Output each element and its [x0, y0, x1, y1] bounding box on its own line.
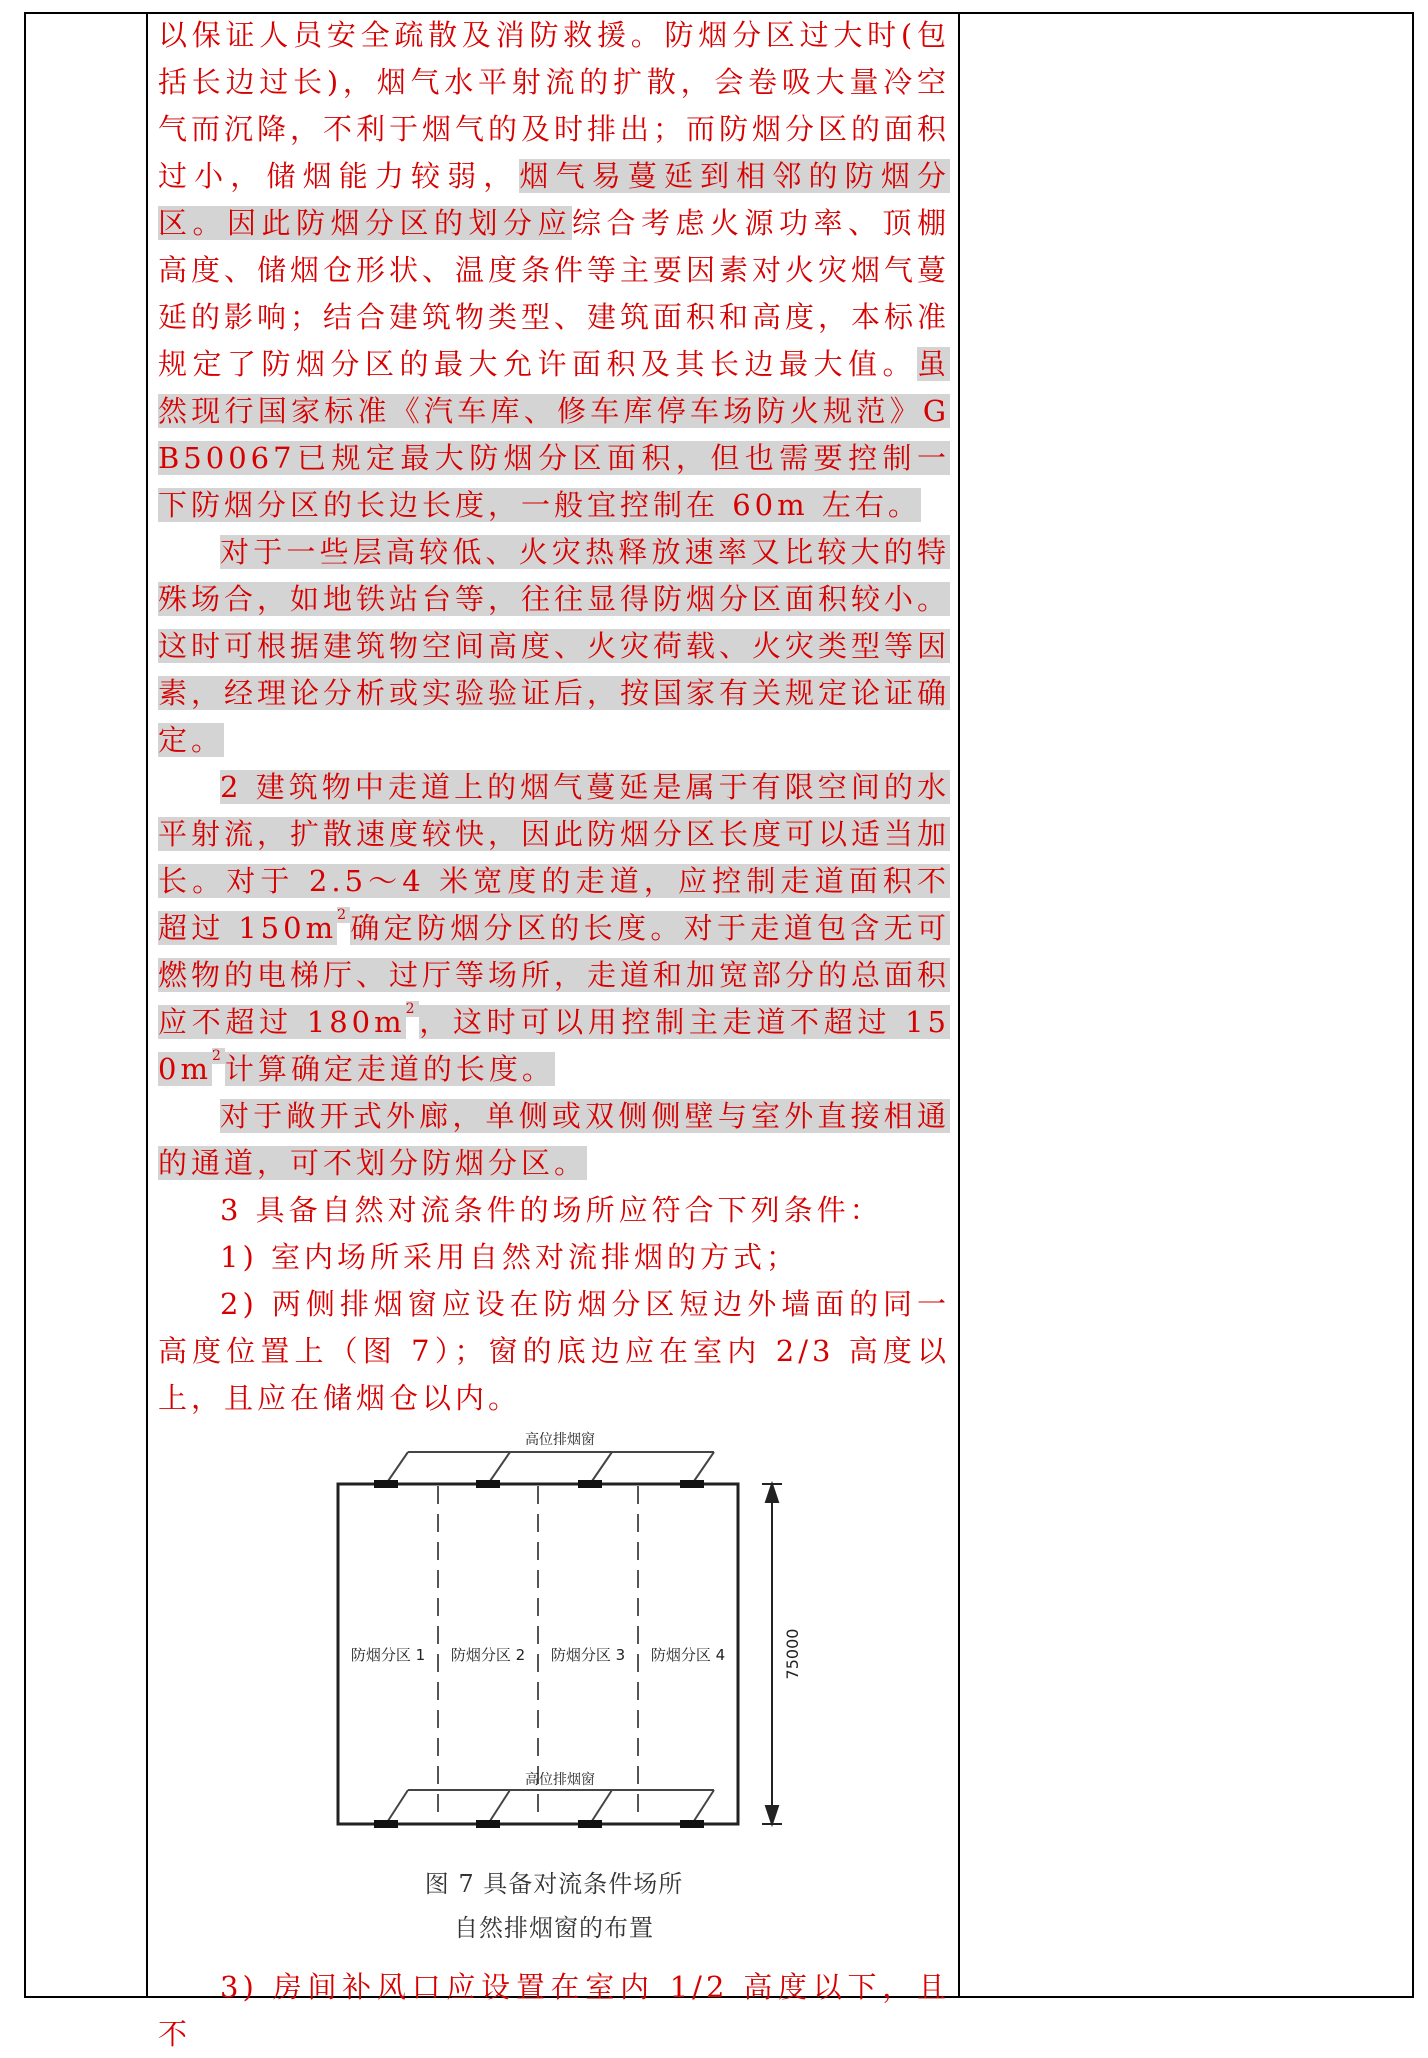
text-span: 以保证人员安全疏散及消防救援。防烟分区过大时(包括长边过长)，烟气水平射流的扩散，会卷吸大量冷空气而沉降，不利于烟气的及时排出；而防烟分区的面积过小，储烟能力较弱， — [158, 18, 951, 193]
highlighted-text: 2 建筑物中走道上的烟气蔓延是属于有限空间的水平射流，扩散速度较快，因此防烟分区长度可以适当加长。对于 2.5～4 米宽度的走道，应控制走道面积不超过 150m — [158, 770, 951, 945]
table-divider-right — [958, 12, 960, 1998]
paragraph-p5 — [158, 1187, 950, 1234]
paragraph-p3 — [158, 764, 950, 1093]
top-window-label: 高位排烟窗 — [525, 1432, 595, 1448]
zone-label-3: 防烟分区 3 — [550, 1646, 626, 1664]
highlighted-text: 确定防烟分区的长度。对于走道包含无可燃物的电梯厅、过厅等场所，走道和加宽部分的总面积应不超过 180m — [158, 911, 951, 1039]
text-span: 1) 室内场所采用自然对流排烟的方式； — [220, 1240, 799, 1274]
paragraph-p1 — [158, 12, 950, 529]
highlighted-text: ，这时可以用控制主走道不超过 150m — [158, 1005, 951, 1086]
paragraph-p6 — [158, 1234, 950, 1281]
superscript: 2 — [211, 1048, 225, 1064]
highlighted-text: 对于一些层高较低、火灾热释放速率又比较大的特殊场合，如地铁站台等，往往显得防烟分区面积较小。这时可根据建筑物空间高度、火灾荷载、火灾类型等因素，经理论分析或实验验证后，按国家有关规定论证确定。 — [158, 535, 951, 757]
text-span: 2) 两侧排烟窗应设在防烟分区短边外墙面的同一高度位置上（图 7）；窗的底边应在室内 2/3 高度以上，且应在储烟仓以内。 — [158, 1287, 950, 1415]
text-span: 综合考虑火源功率、顶棚高度、储烟仓形状、温度条件等主要因素对火灾烟气蔓延的影响；结合建筑物类型、建筑面积和高度，本标准规定了防烟分区的最大允许面积及其长边最大值。 — [158, 206, 951, 381]
zone-label-2: 防烟分区 2 — [450, 1646, 526, 1664]
smoke-zone-diagram — [158, 1422, 950, 1862]
body-text — [158, 12, 950, 1422]
table-divider-left — [146, 12, 148, 1998]
bottom-window-label: 高位排烟窗 — [525, 1772, 595, 1788]
paragraph-last: 3) 房间补风口应设置在室内 1/2 高度以下，且不 — [158, 1970, 950, 2051]
figure-caption-line2: 自然排烟窗的布置 — [454, 1914, 654, 1942]
highlighted-text: 对于敞开式外廊，单侧或双侧侧壁与室外直接相通的通道，可不划分防烟分区。 — [158, 1099, 950, 1180]
figure-7 — [158, 1422, 950, 1862]
text-span: 3 具备自然对流条件的场所应符合下列条件： — [220, 1193, 883, 1227]
figure-caption-line1: 图 7 具备对流条件场所 — [424, 1870, 684, 1898]
zone-label-1: 防烟分区 1 — [350, 1646, 426, 1664]
paragraph-p4 — [158, 1093, 950, 1187]
highlighted-text: 计算确定走道的长度。 — [224, 1052, 555, 1086]
content-column — [158, 12, 950, 2058]
highlighted-text: 烟气易蔓延到相邻的防烟分区。因此防烟分区的划分应 — [158, 159, 950, 240]
superscript: 2 — [405, 1001, 419, 1017]
zone-label-4: 防烟分区 4 — [650, 1646, 726, 1664]
paragraph-p7 — [158, 1281, 950, 1422]
paragraph-p2 — [158, 529, 950, 764]
superscript: 2 — [337, 907, 350, 923]
highlighted-text: 虽然现行国家标准《汽车库、修车库停车场防火规范》GB50067已规定最大防烟分区面积，但也需要控制一下防烟分区的长边长度，一般宜控制在 60m 左右。 — [158, 347, 950, 522]
dimension-label: 75000 — [783, 1628, 802, 1680]
